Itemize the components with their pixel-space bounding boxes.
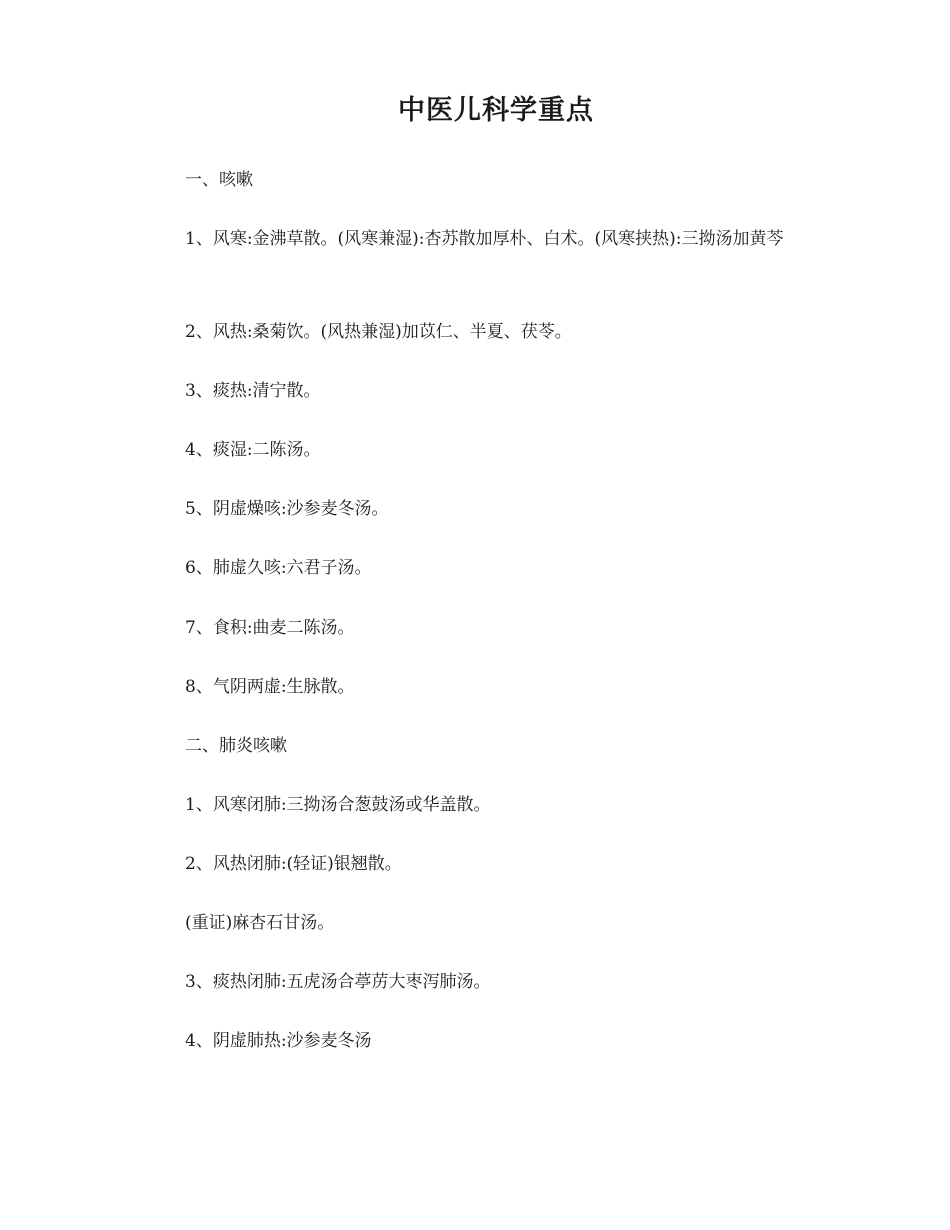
section-heading-cough: 一、咳嗽 — [185, 170, 253, 190]
list-item: 2、风热闭肺:(轻证)银翘散。 — [185, 854, 402, 874]
list-item: 7、食积:曲麦二陈汤。 — [185, 618, 355, 638]
list-item: 5、阴虚燥咳:沙参麦冬汤。 — [185, 499, 389, 519]
list-item: (重证)麻杏石甘汤。 — [185, 913, 335, 933]
list-item: 2、风热:桑菊饮。(风热兼湿)加苡仁、半夏、茯苓。 — [185, 322, 572, 342]
page-title: 中医儿科学重点 — [398, 95, 594, 126]
list-item: 3、痰热:清宁散。 — [185, 381, 321, 401]
list-item: 3、痰热闭肺:五虎汤合葶苈大枣泻肺汤。 — [185, 972, 491, 992]
list-item: 6、肺虚久咳:六君子汤。 — [185, 558, 372, 578]
list-item: 8、气阴两虚:生脉散。 — [185, 677, 355, 697]
list-item: 4、阴虚肺热:沙参麦冬汤 — [185, 1031, 372, 1051]
list-item: 1、风寒闭肺:三拗汤合葱鼓汤或华盖散。 — [185, 795, 491, 815]
list-item: 4、痰湿:二陈汤。 — [185, 440, 321, 460]
section-heading-pneumonia-cough: 二、肺炎咳嗽 — [185, 736, 287, 756]
list-item: 1、风寒:金沸草散。(风寒兼湿):杏苏散加厚朴、白术。(风寒挟热):三拗汤加黄芩 — [185, 229, 784, 249]
